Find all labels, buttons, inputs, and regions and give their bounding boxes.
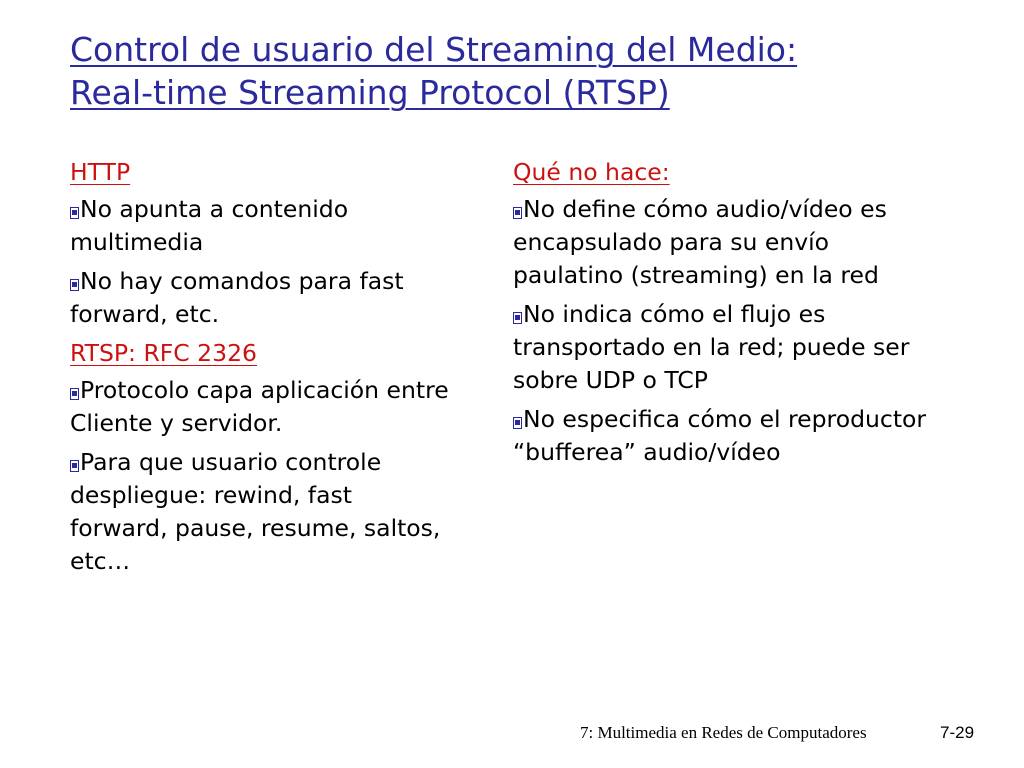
bullet-text: Protocolo capa aplicación entre Cliente y servidor.: [70, 376, 449, 437]
heading-rtsp: RTSP: RFC 2326: [70, 339, 257, 367]
square-bullet-icon: [70, 279, 79, 291]
heading-http: HTTP: [70, 158, 131, 186]
slide-title: [70, 28, 990, 114]
heading-que-no-hace: Qué no hace:: [513, 158, 670, 186]
bullet-item: [70, 374, 450, 440]
bullet-text: Para que usuario controle despliegue: rewind, fast forward, pause, resume, saltos, etc…: [70, 448, 441, 575]
right-column: [513, 156, 943, 475]
bullet-item: [70, 193, 450, 259]
bullet-item: [513, 298, 943, 397]
square-bullet-icon: [70, 207, 79, 219]
bullet-text: No indica cómo el flujo es transportado en la red; puede ser sobre UDP o TCP: [513, 300, 910, 394]
slide-footer: 7: Multimedia en Redes de Computadores: [580, 723, 867, 742]
bullet-item: [513, 403, 943, 469]
left-column: [70, 156, 450, 584]
square-bullet-icon: [513, 417, 522, 429]
bullet-item: [70, 265, 450, 331]
square-bullet-icon: [513, 312, 522, 324]
bullet-item: [513, 193, 943, 292]
slide-title-line-2: Real-time Streaming Protocol (RTSP): [70, 73, 670, 112]
bullet-text: No apunta a contenido multimedia: [70, 195, 349, 256]
bullet-text: No define cómo audio/vídeo es encapsulado para su envío paulatino (streaming) en la red: [513, 195, 887, 289]
square-bullet-icon: [70, 388, 79, 400]
square-bullet-icon: [513, 207, 522, 219]
bullet-item: [70, 446, 450, 578]
slide-title-line-1: Control de usuario del Streaming del Medio:: [70, 30, 798, 69]
square-bullet-icon: [70, 460, 79, 472]
page-number: 7-29: [940, 723, 975, 742]
bullet-text: No hay comandos para fast forward, etc.: [70, 267, 404, 328]
bullet-text: No especifica cómo el reproductor “bufferea” audio/vídeo: [513, 405, 927, 466]
